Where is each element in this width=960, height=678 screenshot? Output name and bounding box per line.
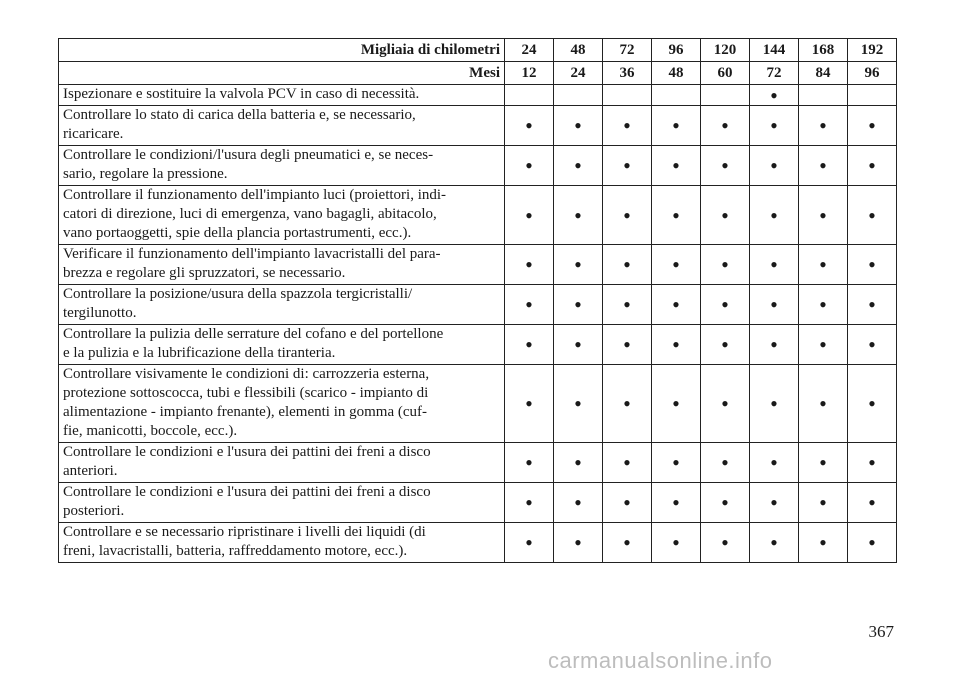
- interval-cell: [848, 483, 897, 523]
- bullet-icon: •: [672, 202, 680, 228]
- table-row: [59, 146, 897, 186]
- months-header-value: 60: [701, 62, 750, 85]
- interval-cell: [848, 365, 897, 443]
- bullet-icon: •: [819, 332, 827, 357]
- interval-cell: [554, 85, 603, 106]
- interval-cell: [554, 245, 603, 285]
- table-row: [59, 245, 897, 285]
- interval-cell: [750, 106, 799, 146]
- table-body: [59, 82, 897, 563]
- interval-cell: [554, 146, 603, 186]
- interval-cell: [554, 443, 603, 483]
- interval-cell: [603, 365, 652, 443]
- interval-cell: [505, 186, 554, 245]
- watermark: carmanualsonline.info: [548, 648, 773, 673]
- interval-cell: [603, 186, 652, 245]
- interval-cell: [652, 443, 701, 483]
- interval-cell: [505, 523, 554, 563]
- interval-cell: [603, 146, 652, 186]
- description-line: Controllare lo stato di carica della batteria e, se necessario,: [63, 107, 416, 123]
- interval-cell: [554, 285, 603, 325]
- interval-cell: [799, 106, 848, 146]
- bullet-icon: •: [819, 252, 827, 277]
- bullet-icon: •: [721, 490, 729, 515]
- table-row: [59, 483, 897, 523]
- operation-description: [59, 443, 505, 483]
- description-line: Controllare le condizioni e l'usura dei pattini dei freni a disco: [63, 444, 431, 460]
- interval-cell: [505, 146, 554, 186]
- operation-description: [59, 285, 505, 325]
- bullet-icon: •: [819, 490, 827, 515]
- bullet-icon: •: [623, 490, 631, 515]
- page-number: 367: [868, 622, 894, 641]
- description-line: ricaricare.: [63, 126, 124, 142]
- interval-cell: [652, 146, 701, 186]
- bullet-icon: •: [525, 202, 533, 228]
- description-line: alimentazione - impianto frenante), elementi in gomma (cuf-: [63, 404, 428, 420]
- interval-cell: [652, 85, 701, 106]
- bullet-icon: •: [672, 530, 680, 555]
- bullet-icon: •: [525, 490, 533, 515]
- bullet-icon: •: [721, 450, 729, 475]
- bullet-icon: •: [623, 391, 631, 416]
- interval-cell: [652, 523, 701, 563]
- interval-cell: [848, 146, 897, 186]
- bullet-icon: •: [525, 391, 533, 416]
- interval-cell: [799, 285, 848, 325]
- bullet-icon: •: [525, 292, 533, 317]
- bullet-icon: •: [770, 252, 778, 277]
- operation-description: [59, 325, 505, 365]
- description-line: Controllare visivamente le condizioni di: carrozzeria esterna,: [63, 366, 430, 382]
- description-line: Controllare il funzionamento dell'impianto luci (proiettori, indi-: [63, 187, 447, 203]
- bullet-icon: •: [721, 113, 729, 138]
- km-header-value: 120: [701, 39, 750, 62]
- months-header-value: 72: [750, 62, 799, 85]
- description-line: posteriori.: [63, 503, 125, 519]
- bullet-icon: •: [672, 332, 680, 357]
- bullet-icon: •: [525, 153, 533, 178]
- bullet-icon: •: [868, 530, 876, 555]
- bullet-icon: •: [623, 252, 631, 277]
- interval-cell: [848, 523, 897, 563]
- operation-description: [59, 106, 505, 146]
- description-line: Controllare la pulizia delle serrature del cofano e del portellone: [63, 326, 444, 342]
- interval-cell: [701, 245, 750, 285]
- bullet-icon: •: [868, 113, 876, 138]
- km-header-value: 24: [505, 39, 554, 62]
- interval-cell: [848, 285, 897, 325]
- description-line: brezza e regolare gli spruzzatori, se necessario.: [63, 265, 346, 281]
- table-row: [59, 325, 897, 365]
- bullet-icon: •: [525, 113, 533, 138]
- operation-description: [59, 186, 505, 245]
- interval-cell: [799, 365, 848, 443]
- description-line: Ispezionare e sostituire la valvola PCV in caso di necessità.: [63, 86, 420, 102]
- bullet-icon: •: [574, 153, 582, 178]
- interval-cell: [652, 365, 701, 443]
- interval-cell: [603, 106, 652, 146]
- interval-cell: [652, 325, 701, 365]
- interval-cell: [799, 85, 848, 106]
- km-header-value: 168: [799, 39, 848, 62]
- interval-cell: [505, 285, 554, 325]
- interval-cell: [750, 365, 799, 443]
- bullet-icon: •: [770, 82, 778, 108]
- interval-cell: [505, 85, 554, 106]
- interval-cell: [554, 483, 603, 523]
- bullet-icon: •: [868, 202, 876, 228]
- interval-cell: [652, 186, 701, 245]
- description-line: Verificare il funzionamento dell'impianto lavacristalli del para-: [63, 246, 441, 262]
- bullet-icon: •: [721, 332, 729, 357]
- interval-cell: [603, 285, 652, 325]
- bullet-icon: •: [770, 530, 778, 555]
- km-header-value: 96: [652, 39, 701, 62]
- bullet-icon: •: [868, 490, 876, 515]
- bullet-icon: •: [770, 153, 778, 178]
- table-row: [59, 443, 897, 483]
- months-header-value: 36: [603, 62, 652, 85]
- interval-cell: [701, 523, 750, 563]
- bullet-icon: •: [819, 391, 827, 416]
- table-row: [59, 186, 897, 245]
- interval-cell: [799, 325, 848, 365]
- operation-description: [59, 523, 505, 563]
- bullet-icon: •: [721, 292, 729, 317]
- bullet-icon: •: [770, 113, 778, 138]
- bullet-icon: •: [770, 391, 778, 416]
- description-line: Controllare le condizioni/l'usura degli pneumatici e, se neces-: [63, 147, 434, 163]
- bullet-icon: •: [672, 292, 680, 317]
- table-row: [59, 523, 897, 563]
- operation-description: [59, 146, 505, 186]
- interval-cell: [848, 245, 897, 285]
- table-row: [59, 106, 897, 146]
- table-row: [59, 85, 897, 106]
- operation-description: [59, 85, 505, 106]
- bullet-icon: •: [770, 202, 778, 228]
- bullet-icon: •: [574, 252, 582, 277]
- interval-cell: [505, 106, 554, 146]
- interval-cell: [505, 365, 554, 443]
- interval-cell: [750, 443, 799, 483]
- maintenance-table: [58, 38, 897, 563]
- interval-cell: [799, 245, 848, 285]
- interval-cell: [799, 483, 848, 523]
- interval-cell: [701, 325, 750, 365]
- interval-cell: [603, 443, 652, 483]
- bullet-icon: •: [770, 490, 778, 515]
- interval-cell: [554, 523, 603, 563]
- interval-cell: [750, 285, 799, 325]
- header-row-km: [59, 39, 897, 62]
- interval-cell: [799, 186, 848, 245]
- interval-cell: [848, 186, 897, 245]
- bullet-icon: •: [623, 202, 631, 228]
- interval-cell: [652, 483, 701, 523]
- bullet-icon: •: [819, 530, 827, 555]
- bullet-icon: •: [672, 252, 680, 277]
- interval-cell: [652, 285, 701, 325]
- interval-cell: [799, 443, 848, 483]
- description-line: catori di direzione, luci di emergenza, vano bagagli, abitacolo,: [63, 206, 437, 222]
- interval-cell: [701, 146, 750, 186]
- interval-cell: [750, 483, 799, 523]
- bullet-icon: •: [623, 332, 631, 357]
- interval-cell: [603, 85, 652, 106]
- interval-cell: [750, 325, 799, 365]
- bullet-icon: •: [770, 332, 778, 357]
- bullet-icon: •: [721, 252, 729, 277]
- bullet-icon: •: [672, 113, 680, 138]
- interval-cell: [505, 443, 554, 483]
- bullet-icon: •: [574, 490, 582, 515]
- interval-cell: [603, 245, 652, 285]
- header-row-months: [59, 62, 897, 85]
- bullet-icon: •: [623, 113, 631, 138]
- interval-cell: [750, 82, 799, 108]
- description-line: fie, manicotti, boccole, ecc.).: [63, 423, 238, 439]
- interval-cell: [750, 245, 799, 285]
- interval-cell: [603, 523, 652, 563]
- bullet-icon: •: [574, 332, 582, 357]
- description-line: freni, lavacristalli, batteria, raffreddamento motore, ecc.).: [63, 543, 408, 559]
- bullet-icon: •: [819, 450, 827, 475]
- months-header-value: 48: [652, 62, 701, 85]
- interval-cell: [554, 106, 603, 146]
- bullet-icon: •: [574, 202, 582, 228]
- interval-cell: [750, 186, 799, 245]
- km-header-label: Migliaia di chilometri: [59, 39, 505, 62]
- bullet-icon: •: [574, 113, 582, 138]
- description-line: Controllare la posizione/usura della spazzola tergicristalli/: [63, 286, 413, 302]
- bullet-icon: •: [868, 450, 876, 475]
- km-header-value: 48: [554, 39, 603, 62]
- description-line: Controllare e se necessario ripristinare i livelli dei liquidi (di: [63, 524, 426, 540]
- interval-cell: [505, 483, 554, 523]
- interval-cell: [750, 146, 799, 186]
- interval-cell: [505, 325, 554, 365]
- operation-description: [59, 483, 505, 523]
- interval-cell: [701, 85, 750, 106]
- bullet-icon: •: [672, 153, 680, 178]
- interval-cell: [701, 186, 750, 245]
- bullet-icon: •: [721, 202, 729, 228]
- bullet-icon: •: [672, 450, 680, 475]
- interval-cell: [603, 483, 652, 523]
- description-line: sario, regolare la pressione.: [63, 166, 228, 182]
- description-line: vano portaoggetti, spie della plancia portastrumenti, ecc.).: [63, 225, 412, 241]
- description-line: Controllare le condizioni e l'usura dei pattini dei freni a disco: [63, 484, 431, 500]
- operation-description: [59, 245, 505, 285]
- table-row: [59, 365, 897, 443]
- bullet-icon: •: [721, 153, 729, 178]
- interval-cell: [652, 245, 701, 285]
- bullet-icon: •: [721, 530, 729, 555]
- km-header-value: 192: [848, 39, 897, 62]
- bullet-icon: •: [868, 391, 876, 416]
- bullet-icon: •: [525, 450, 533, 475]
- interval-cell: [652, 106, 701, 146]
- bullet-icon: •: [525, 530, 533, 555]
- description-line: anteriori.: [63, 463, 118, 479]
- bullet-icon: •: [819, 113, 827, 138]
- bullet-icon: •: [868, 252, 876, 277]
- interval-cell: [701, 106, 750, 146]
- km-header-value: 144: [750, 39, 799, 62]
- bullet-icon: •: [819, 153, 827, 178]
- months-header-value: 24: [554, 62, 603, 85]
- bullet-icon: •: [868, 153, 876, 178]
- interval-cell: [701, 365, 750, 443]
- bullet-icon: •: [672, 490, 680, 515]
- km-header-value: 72: [603, 39, 652, 62]
- interval-cell: [799, 146, 848, 186]
- bullet-icon: •: [623, 450, 631, 475]
- interval-cell: [848, 325, 897, 365]
- months-header-value: 96: [848, 62, 897, 85]
- interval-cell: [701, 443, 750, 483]
- bullet-icon: •: [574, 450, 582, 475]
- interval-cell: [701, 285, 750, 325]
- bullet-icon: •: [574, 530, 582, 555]
- interval-cell: [750, 523, 799, 563]
- bullet-icon: •: [525, 252, 533, 277]
- bullet-icon: •: [819, 292, 827, 317]
- bullet-icon: •: [770, 450, 778, 475]
- bullet-icon: •: [574, 292, 582, 317]
- interval-cell: [505, 245, 554, 285]
- interval-cell: [848, 85, 897, 106]
- interval-cell: [701, 483, 750, 523]
- interval-cell: [848, 443, 897, 483]
- description-line: e la pulizia e la lubrificazione della tiranteria.: [63, 345, 336, 361]
- bullet-icon: •: [525, 332, 533, 357]
- bullet-icon: •: [672, 391, 680, 416]
- interval-cell: [554, 325, 603, 365]
- months-header-label: Mesi: [59, 62, 505, 85]
- bullet-icon: •: [623, 153, 631, 178]
- bullet-icon: •: [623, 530, 631, 555]
- bullet-icon: •: [868, 332, 876, 357]
- bullet-icon: •: [623, 292, 631, 317]
- bullet-icon: •: [721, 391, 729, 416]
- description-line: protezione sottoscocca, tubi e flessibili (scarico - impianto di: [63, 385, 429, 401]
- interval-cell: [554, 186, 603, 245]
- months-header-value: 12: [505, 62, 554, 85]
- bullet-icon: •: [868, 292, 876, 317]
- bullet-icon: •: [819, 202, 827, 228]
- bullet-icon: •: [770, 292, 778, 317]
- description-line: tergilunotto.: [63, 305, 137, 321]
- interval-cell: [603, 325, 652, 365]
- operation-description: [59, 365, 505, 443]
- table-row: [59, 285, 897, 325]
- interval-cell: [848, 106, 897, 146]
- bullet-icon: •: [574, 391, 582, 416]
- months-header-value: 84: [799, 62, 848, 85]
- interval-cell: [554, 365, 603, 443]
- interval-cell: [799, 523, 848, 563]
